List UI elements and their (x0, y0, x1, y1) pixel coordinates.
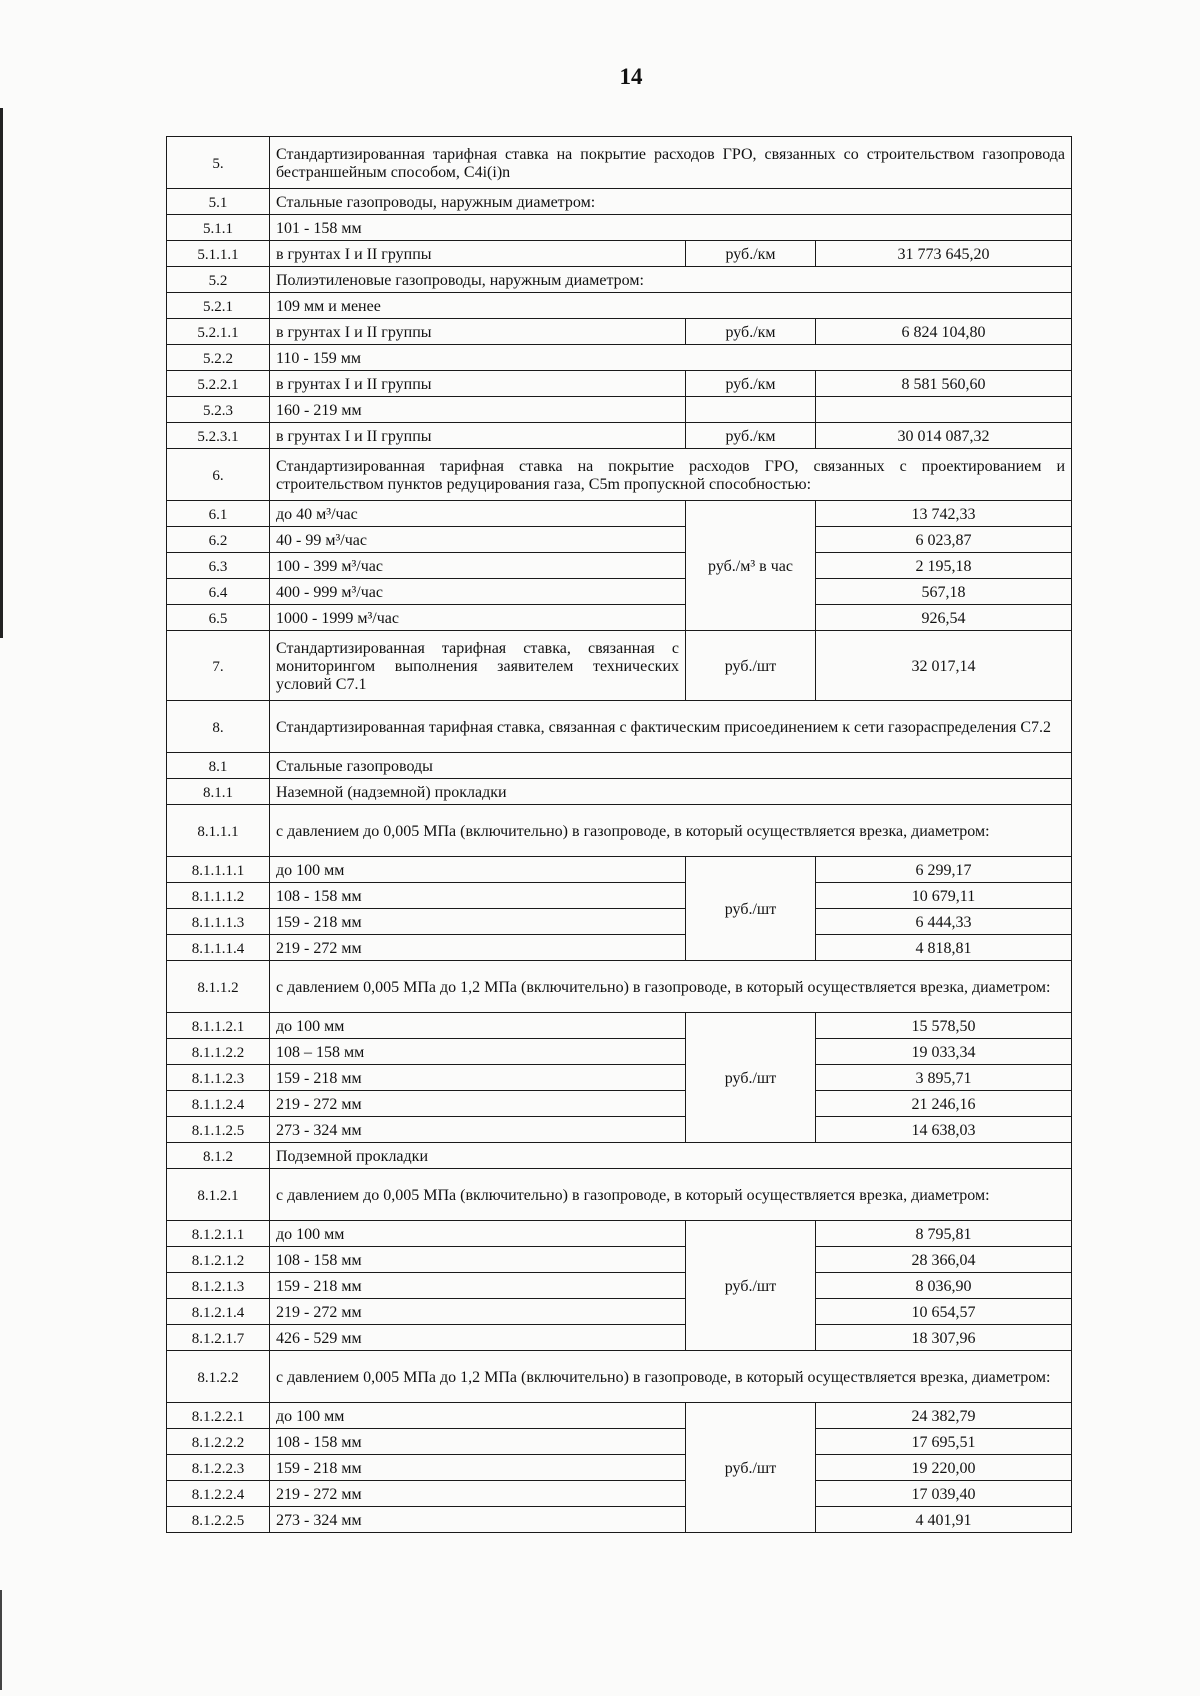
row-value: 17 039,40 (816, 1481, 1072, 1507)
row-number: 8.1.1.2 (167, 961, 270, 1013)
row-number: 8.1.2 (167, 1143, 270, 1169)
row-name: в грунтах I и II группы (270, 423, 686, 449)
row-number: 8.1.2.2 (167, 1351, 270, 1403)
row-number: 8.1.1.2.2 (167, 1039, 270, 1065)
row-name: 159 - 218 мм (270, 1455, 686, 1481)
row-value: 2 195,18 (816, 553, 1072, 579)
row-name: Стандартизированная тарифная ставка, связанная с фактическим присоединением к сети газораспределения C7.2 (270, 701, 1072, 753)
row-number: 8.1.2.1 (167, 1169, 270, 1221)
row-unit: руб./шт (686, 631, 816, 701)
table-row (167, 189, 1072, 215)
row-number: 8.1.2.1.4 (167, 1299, 270, 1325)
table-row (167, 241, 1072, 267)
row-number: 8.1.2.2.4 (167, 1481, 270, 1507)
row-name: 110 - 159 мм (270, 345, 1072, 371)
row-name: 108 - 158 мм (270, 1247, 686, 1273)
row-value: 19 033,34 (816, 1039, 1072, 1065)
row-unit: руб./шт (686, 1013, 816, 1143)
table-row (167, 319, 1072, 345)
row-name: 159 - 218 мм (270, 1065, 686, 1091)
row-value: 17 695,51 (816, 1429, 1072, 1455)
row-name: 108 - 158 мм (270, 883, 686, 909)
row-number: 5.1.1.1 (167, 241, 270, 267)
row-number: 6.3 (167, 553, 270, 579)
row-number: 7. (167, 631, 270, 701)
row-name: с давлением 0,005 МПа до 1,2 МПа (включительно) в газопроводе, в который осуществляется врезка, диаметром: (270, 1351, 1072, 1403)
row-number: 5. (167, 137, 270, 189)
table-row (167, 1325, 1072, 1351)
row-value: 19 220,00 (816, 1455, 1072, 1481)
row-name: до 100 мм (270, 1221, 686, 1247)
row-name: Стандартизированная тарифная ставка на покрытие расходов ГРО, связанных со строительством газопровода бестраншейным способом, C4i(i)n (270, 137, 1072, 189)
row-unit: руб./шт (686, 1221, 816, 1351)
row-number: 8.1.2.1.2 (167, 1247, 270, 1273)
row-value: 14 638,03 (816, 1117, 1072, 1143)
row-name: Наземной (надземной) прокладки (270, 779, 1072, 805)
row-value: 30 014 087,32 (816, 423, 1072, 449)
row-value: 21 246,16 (816, 1091, 1072, 1117)
table-row (167, 909, 1072, 935)
row-value: 3 895,71 (816, 1065, 1072, 1091)
table-row (167, 1481, 1072, 1507)
table-row (167, 1455, 1072, 1481)
table-row (167, 137, 1072, 189)
row-value: 6 023,87 (816, 527, 1072, 553)
row-number: 6.1 (167, 501, 270, 527)
row-number: 8.1.2.2.3 (167, 1455, 270, 1481)
row-name: 40 - 99 м³/час (270, 527, 686, 553)
table-row (167, 579, 1072, 605)
row-name: 101 - 158 мм (270, 215, 1072, 241)
table-row (167, 1273, 1072, 1299)
row-value: 24 382,79 (816, 1403, 1072, 1429)
table-row (167, 1169, 1072, 1221)
table-row (167, 857, 1072, 883)
row-unit: руб./шт (686, 857, 816, 961)
table-row (167, 1039, 1072, 1065)
row-name: 159 - 218 мм (270, 1273, 686, 1299)
row-number: 5.2.1.1 (167, 319, 270, 345)
row-unit: руб./шт (686, 1403, 816, 1533)
row-number: 8.1.2.1.1 (167, 1221, 270, 1247)
row-unit: руб./км (686, 319, 816, 345)
row-name: в грунтах I и II группы (270, 319, 686, 345)
row-number: 8.1 (167, 753, 270, 779)
row-number: 5.2.2.1 (167, 371, 270, 397)
row-name: в грунтах I и II группы (270, 241, 686, 267)
table-row (167, 961, 1072, 1013)
row-value: 4 401,91 (816, 1507, 1072, 1533)
row-name: 219 - 272 мм (270, 935, 686, 961)
row-value: 8 581 560,60 (816, 371, 1072, 397)
row-number: 8.1.1.1.2 (167, 883, 270, 909)
row-name: 426 - 529 мм (270, 1325, 686, 1351)
row-name: 108 - 158 мм (270, 1429, 686, 1455)
table-row (167, 1065, 1072, 1091)
row-value: 8 795,81 (816, 1221, 1072, 1247)
row-name: с давлением 0,005 МПа до 1,2 МПа (включительно) в газопроводе, в который осуществляется врезка, диаметром: (270, 961, 1072, 1013)
table-row (167, 1143, 1072, 1169)
row-number: 5.2 (167, 267, 270, 293)
table-row (167, 371, 1072, 397)
row-name: Стандартизированная тарифная ставка на покрытие расходов ГРО, связанных с проектированием и строительством пунктов редуцирования газа, C5m пропускной способностью: (270, 449, 1072, 501)
row-name: 100 - 399 м³/час (270, 553, 686, 579)
row-name: в грунтах I и II группы (270, 371, 686, 397)
page-number: 14 (619, 64, 643, 89)
tariff-table (166, 136, 1072, 1533)
row-name: Стальные газопроводы, наружным диаметром: (270, 189, 1072, 215)
scan-shadow-left-bottom (0, 1590, 2, 1690)
row-number: 8.1.2.2.1 (167, 1403, 270, 1429)
row-value: 6 299,17 (816, 857, 1072, 883)
table-row (167, 215, 1072, 241)
row-value: 926,54 (816, 605, 1072, 631)
row-name: 159 - 218 мм (270, 909, 686, 935)
table-row (167, 631, 1072, 701)
row-value: 6 444,33 (816, 909, 1072, 935)
row-name: Стандартизированная тарифная ставка, связанная с мониторингом выполнения заявителем технических условий C7.1 (270, 631, 686, 701)
row-value: 10 654,57 (816, 1299, 1072, 1325)
table-row (167, 397, 1072, 423)
row-number: 8.1.2.1.3 (167, 1273, 270, 1299)
row-value: 31 773 645,20 (816, 241, 1072, 267)
row-value-empty (816, 397, 1072, 423)
row-number: 8.1.1.2.5 (167, 1117, 270, 1143)
row-number: 8.1.1.2.1 (167, 1013, 270, 1039)
table-row (167, 605, 1072, 631)
row-unit-empty (686, 397, 816, 423)
row-number: 8.1.2.1.7 (167, 1325, 270, 1351)
row-value: 4 818,81 (816, 935, 1072, 961)
table-row (167, 423, 1072, 449)
row-name: Стальные газопроводы (270, 753, 1072, 779)
table-row (167, 527, 1072, 553)
table-row (167, 449, 1072, 501)
table-row (167, 1117, 1072, 1143)
row-name: 273 - 324 мм (270, 1117, 686, 1143)
row-unit: руб./м³ в час (686, 501, 816, 631)
row-number: 8.1.1.2.3 (167, 1065, 270, 1091)
table-row (167, 293, 1072, 319)
table-row (167, 501, 1072, 527)
row-name: Подземной прокладки (270, 1143, 1072, 1169)
row-number: 8.1.1.1.1 (167, 857, 270, 883)
row-number: 8.1.1 (167, 779, 270, 805)
row-number: 8.1.1.1.3 (167, 909, 270, 935)
table-row (167, 701, 1072, 753)
row-number: 6.5 (167, 605, 270, 631)
row-name: до 40 м³/час (270, 501, 686, 527)
row-name: 219 - 272 мм (270, 1481, 686, 1507)
row-name: 108 – 158 мм (270, 1039, 686, 1065)
row-number: 8.1.1.1 (167, 805, 270, 857)
table-row (167, 779, 1072, 805)
row-name: до 100 мм (270, 1013, 686, 1039)
row-value: 15 578,50 (816, 1013, 1072, 1039)
row-number: 8.1.1.2.4 (167, 1091, 270, 1117)
row-name: 400 - 999 м³/час (270, 579, 686, 605)
row-number: 8.1.1.1.4 (167, 935, 270, 961)
row-name: 273 - 324 мм (270, 1507, 686, 1533)
row-unit: руб./км (686, 241, 816, 267)
table-row (167, 1091, 1072, 1117)
row-number: 5.2.3.1 (167, 423, 270, 449)
row-number: 5.2.2 (167, 345, 270, 371)
row-number: 5.2.1 (167, 293, 270, 319)
table-row (167, 753, 1072, 779)
row-number: 6. (167, 449, 270, 501)
row-number: 8. (167, 701, 270, 753)
table-row (167, 805, 1072, 857)
row-name: 160 - 219 мм (270, 397, 686, 423)
row-value: 567,18 (816, 579, 1072, 605)
table-row (167, 1247, 1072, 1273)
row-number: 6.4 (167, 579, 270, 605)
row-value: 6 824 104,80 (816, 319, 1072, 345)
row-name: до 100 мм (270, 857, 686, 883)
table-row (167, 1429, 1072, 1455)
row-value: 18 307,96 (816, 1325, 1072, 1351)
row-name: 219 - 272 мм (270, 1299, 686, 1325)
row-number: 8.1.2.2.5 (167, 1507, 270, 1533)
table-row (167, 1299, 1072, 1325)
table-row (167, 267, 1072, 293)
row-name: Полиэтиленовые газопроводы, наружным диаметром: (270, 267, 1072, 293)
row-unit: руб./км (686, 371, 816, 397)
table-row (167, 935, 1072, 961)
row-value: 8 036,90 (816, 1273, 1072, 1299)
row-value: 13 742,33 (816, 501, 1072, 527)
row-number: 8.1.2.2.2 (167, 1429, 270, 1455)
row-value: 32 017,14 (816, 631, 1072, 701)
row-number: 5.1.1 (167, 215, 270, 241)
table-row (167, 883, 1072, 909)
table-row (167, 553, 1072, 579)
table-row (167, 1013, 1072, 1039)
table-row (167, 1351, 1072, 1403)
row-name: до 100 мм (270, 1403, 686, 1429)
row-number: 5.1 (167, 189, 270, 215)
row-name: 219 - 272 мм (270, 1091, 686, 1117)
row-number: 5.2.3 (167, 397, 270, 423)
table-row (167, 1507, 1072, 1533)
row-number: 6.2 (167, 527, 270, 553)
row-value: 28 366,04 (816, 1247, 1072, 1273)
row-unit: руб./км (686, 423, 816, 449)
row-value: 10 679,11 (816, 883, 1072, 909)
row-name: 1000 - 1999 м³/час (270, 605, 686, 631)
row-name: с давлением до 0,005 МПа (включительно) в газопроводе, в который осуществляется врезка, диаметром: (270, 805, 1072, 857)
row-name: с давлением до 0,005 МПа (включительно) в газопроводе, в который осуществляется врезка, диаметром: (270, 1169, 1072, 1221)
table-row (167, 1403, 1072, 1429)
table-row (167, 1221, 1072, 1247)
table-row (167, 345, 1072, 371)
row-name: 109 мм и менее (270, 293, 1072, 319)
scan-shadow-left (0, 108, 3, 638)
